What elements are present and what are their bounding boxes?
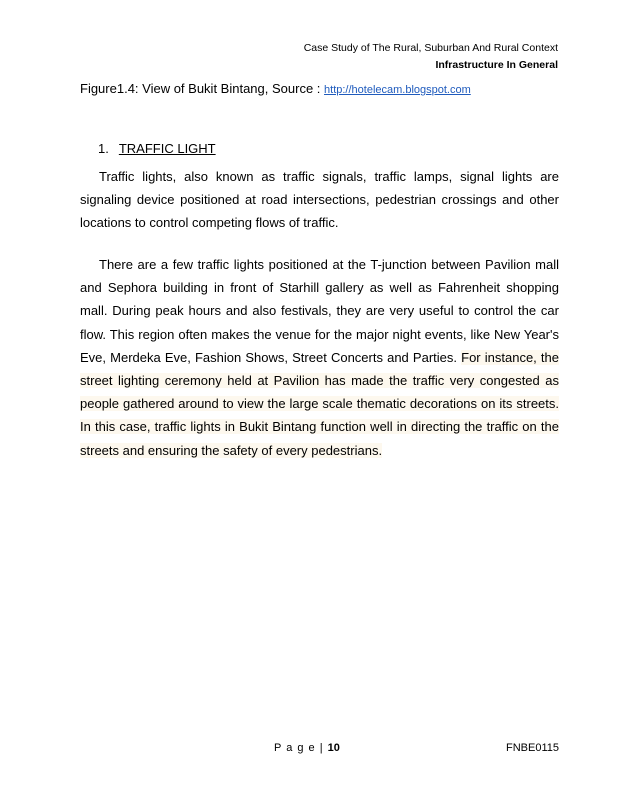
header-subtitle: Infrastructure In General xyxy=(435,59,558,71)
course-code: FNBE0115 xyxy=(506,742,559,754)
section-number: 1. xyxy=(98,141,109,156)
caption-text: Figure1.4: View of Bukit Bintang, Source : xyxy=(80,81,325,96)
paragraph-part-2-highlighted: For instance, the street lighting ceremony held at Pavilion has made the traffic very congested as people gathered around to view the large scale thematic decorations on its streets. In this case, traffic lights in Bukit Bintang function well in directing the traffic on the streets and ensuring the safety of every pedestrians. xyxy=(80,349,559,458)
paragraph-bukit-bintang xyxy=(80,253,559,462)
page-indicator xyxy=(274,742,340,754)
section-title: TRAFFIC LIGHT xyxy=(118,141,216,156)
header-title: Case Study of The Rural, Suburban And Rural Context xyxy=(303,42,558,54)
figure-caption xyxy=(80,80,471,99)
paragraph-part-1: There are a few traffic lights positioned at the T-junction between Pavilion mall and Sephora building in front of Starhill gallery as well as Fahrenheit shopping mall. During peak hours and also festivals, they are very useful to control the car flow. This region often makes the venue for the major night events, like New Year's Eve, Merdeka Eve, Fashion Shows, Street Concerts and Parties. xyxy=(80,257,559,365)
section-heading xyxy=(98,140,216,158)
page-footer xyxy=(80,742,559,760)
source-link[interactable]: http://hotelecam.blogspot.com xyxy=(324,84,471,96)
paragraph-definition: Traffic lights, also known as traffic signals, traffic lamps, signal lights are signaling device positioned at road intersections, pedestrian crossings and other locations to control competing flows of traffic. xyxy=(80,169,559,231)
page-label: P a g e | xyxy=(274,742,328,754)
page-header xyxy=(304,40,558,74)
page-number: 10 xyxy=(327,742,340,754)
